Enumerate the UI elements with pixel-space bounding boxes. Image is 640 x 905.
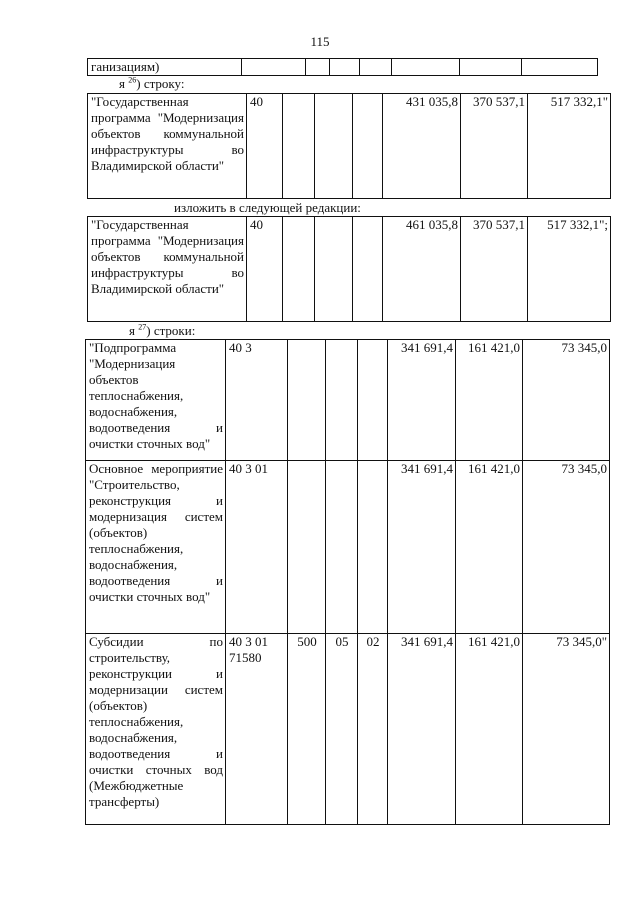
- row-name: Субсидии по строительству, реконструкции и модернизации систем (объектов) теплоснабжения, водоснабжения, водоотведения и очистки сточных вод (Межбюджетные трансферты): [86, 634, 226, 825]
- row-vr: [288, 461, 326, 634]
- page-number: 115: [310, 34, 330, 49]
- table-row: [88, 217, 611, 322]
- row-name: Основное мероприятие "Строительство, реконструкция и модернизация систем (объектов) теплоснабжения, водоснабжения, водоотведения и очистки сточных вод": [86, 461, 226, 634]
- row-name: ганизациям): [88, 59, 242, 76]
- row-code: 40 3 01: [226, 461, 288, 634]
- row-rz: [326, 461, 358, 634]
- row-value-3: 73 345,0: [523, 461, 610, 634]
- row-value-1: 431 035,8: [383, 94, 461, 199]
- row-pr: [358, 340, 388, 461]
- row-value-3: 517 332,1";: [528, 217, 611, 322]
- row-pr: [358, 461, 388, 634]
- row-name: "Подпрограмма "Модернизация объектов теплоснабжения, водоснабжения, водоотведения и очистки сточных вод": [86, 340, 226, 461]
- row-name: "Государственная программа "Модернизация объектов коммунальной инфраструктуры во Владимирской области": [88, 94, 247, 199]
- row-vr: [288, 340, 326, 461]
- row-value-2: 161 421,0: [456, 461, 523, 634]
- subprogram-table: [85, 339, 610, 825]
- row-code: 40: [247, 217, 283, 322]
- row-value-2: 161 421,0: [456, 340, 523, 461]
- state-program-table-after: [87, 216, 611, 322]
- row-value-1: 341 691,4: [388, 634, 456, 825]
- row-name: "Государственная программа "Модернизация объектов коммунальной инфраструктуры во Владимирской области": [88, 217, 247, 322]
- row-value-1: 341 691,4: [388, 340, 456, 461]
- row-value-3: 73 345,0: [523, 340, 610, 461]
- intro-line-edit: изложить в следующей редакции:: [174, 200, 361, 215]
- row-value-2: 370 537,1: [461, 94, 528, 199]
- row-value-3: 73 345,0": [523, 634, 610, 825]
- table-row: [86, 340, 610, 461]
- row-code: 40: [247, 94, 283, 199]
- row-code: 40 3: [226, 340, 288, 461]
- table-row: [88, 59, 598, 76]
- intro-line-27: я $^{27}$) строки:: [129, 322, 196, 338]
- row-value-2: 370 537,1: [461, 217, 528, 322]
- row-rz: 05: [326, 634, 358, 825]
- intro-line-26: я $^{26}$) строку:: [119, 75, 185, 91]
- row-value-1: 341 691,4: [388, 461, 456, 634]
- row-code: 40 3 01 71580: [226, 634, 288, 825]
- table-row: [86, 461, 610, 634]
- table-row: [88, 94, 611, 199]
- table-row: [86, 634, 610, 825]
- row-pr: 02: [358, 634, 388, 825]
- row-value-2: 161 421,0: [456, 634, 523, 825]
- row-value-3: 517 332,1": [528, 94, 611, 199]
- state-program-table-before: [87, 93, 611, 199]
- row-vr: 500: [288, 634, 326, 825]
- continuation-row-table: [87, 58, 598, 76]
- row-rz: [326, 340, 358, 461]
- row-value-1: 461 035,8: [383, 217, 461, 322]
